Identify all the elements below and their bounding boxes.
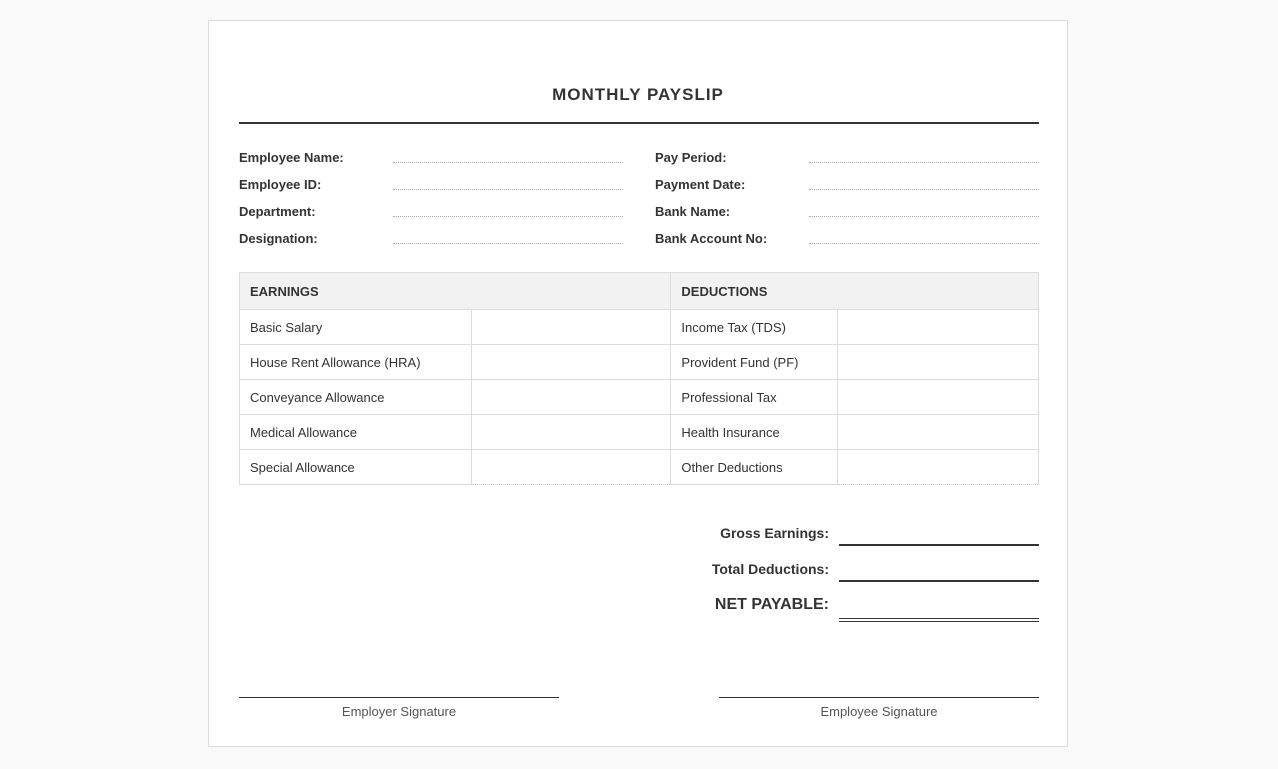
- payment-date-row: [655, 177, 1039, 204]
- employer-signature-line[interactable]: [239, 697, 559, 719]
- page-title: MONTHLY PAYSLIP: [552, 85, 724, 104]
- employer-signature-label: Employer Signature: [341, 704, 457, 719]
- net-payable-row: [639, 596, 1039, 632]
- bank-name-label: Bank Name:: [655, 204, 731, 219]
- bank-account-field[interactable]: [809, 243, 1039, 244]
- total-deductions-row: [639, 561, 1039, 597]
- earning-amount-cell[interactable]: [471, 345, 671, 380]
- net-payable-label: NET PAYABLE:: [714, 596, 829, 613]
- pay-period-row: [655, 150, 1039, 177]
- net-payable-field[interactable]: [839, 618, 1039, 622]
- pay-period-label: Pay Period:: [655, 150, 727, 165]
- designation-field[interactable]: [393, 243, 623, 244]
- designation-label: Designation:: [239, 231, 318, 246]
- deduction-amount-cell[interactable]: [838, 310, 1039, 345]
- department-row: [239, 204, 623, 231]
- gross-earnings-label: Gross Earnings:: [720, 525, 829, 541]
- department-label: Department:: [239, 204, 316, 219]
- deduction-amount-cell[interactable]: [838, 345, 1039, 380]
- employee-name-row: [239, 150, 623, 177]
- deduction-label: Other Deductions: [671, 450, 838, 485]
- earning-label: Special Allowance: [240, 450, 472, 485]
- deductions-header: DEDUCTIONS: [671, 273, 1039, 310]
- earning-amount-cell[interactable]: [471, 450, 671, 485]
- earning-amount-cell[interactable]: [471, 415, 671, 450]
- earning-amount-cell[interactable]: [471, 380, 671, 415]
- employee-id-label: Employee ID:: [239, 177, 322, 192]
- table-row: [240, 310, 1039, 345]
- deduction-amount-cell[interactable]: [838, 380, 1039, 415]
- bank-name-field[interactable]: [809, 216, 1039, 217]
- deduction-label: Health Insurance: [671, 415, 838, 450]
- designation-row: [239, 231, 623, 258]
- gross-earnings-row: [639, 525, 1039, 561]
- table-row: [240, 345, 1039, 380]
- table-row: [240, 380, 1039, 415]
- earning-label: House Rent Allowance (HRA): [240, 345, 472, 380]
- bank-name-row: [655, 204, 1039, 231]
- title-divider: [239, 122, 1039, 124]
- employee-id-field[interactable]: [393, 189, 623, 190]
- employee-name-label: Employee Name:: [239, 150, 344, 165]
- gross-earnings-field[interactable]: [839, 544, 1039, 546]
- earning-amount-cell[interactable]: [471, 310, 671, 345]
- employee-signature-line[interactable]: [719, 697, 1039, 719]
- table-row: [240, 415, 1039, 450]
- deduction-label: Income Tax (TDS): [671, 310, 838, 345]
- employee-id-row: [239, 177, 623, 204]
- deduction-amount-cell[interactable]: [838, 415, 1039, 450]
- deduction-label: Provident Fund (PF): [671, 345, 838, 380]
- total-deductions-label: Total Deductions:: [711, 561, 829, 577]
- earning-label: Basic Salary: [240, 310, 472, 345]
- table-row: [240, 450, 1039, 485]
- department-field[interactable]: [393, 216, 623, 217]
- bank-account-row: [655, 231, 1039, 258]
- table-header-row: [240, 273, 1039, 310]
- earning-label: Medical Allowance: [240, 415, 472, 450]
- payment-date-label: Payment Date:: [655, 177, 746, 192]
- earnings-deductions-table: [239, 272, 1039, 485]
- total-deductions-field[interactable]: [839, 580, 1039, 582]
- payment-date-field[interactable]: [809, 189, 1039, 190]
- deduction-label: Professional Tax: [671, 380, 838, 415]
- employee-signature-label: Employee Signature: [820, 704, 938, 719]
- employee-name-field[interactable]: [393, 162, 623, 163]
- payslip-page: [208, 20, 1068, 747]
- pay-period-field[interactable]: [809, 162, 1039, 163]
- earnings-header: EARNINGS: [240, 273, 671, 310]
- earning-label: Conveyance Allowance: [240, 380, 472, 415]
- bank-account-label: Bank Account No:: [655, 231, 768, 246]
- deduction-amount-cell[interactable]: [838, 450, 1039, 485]
